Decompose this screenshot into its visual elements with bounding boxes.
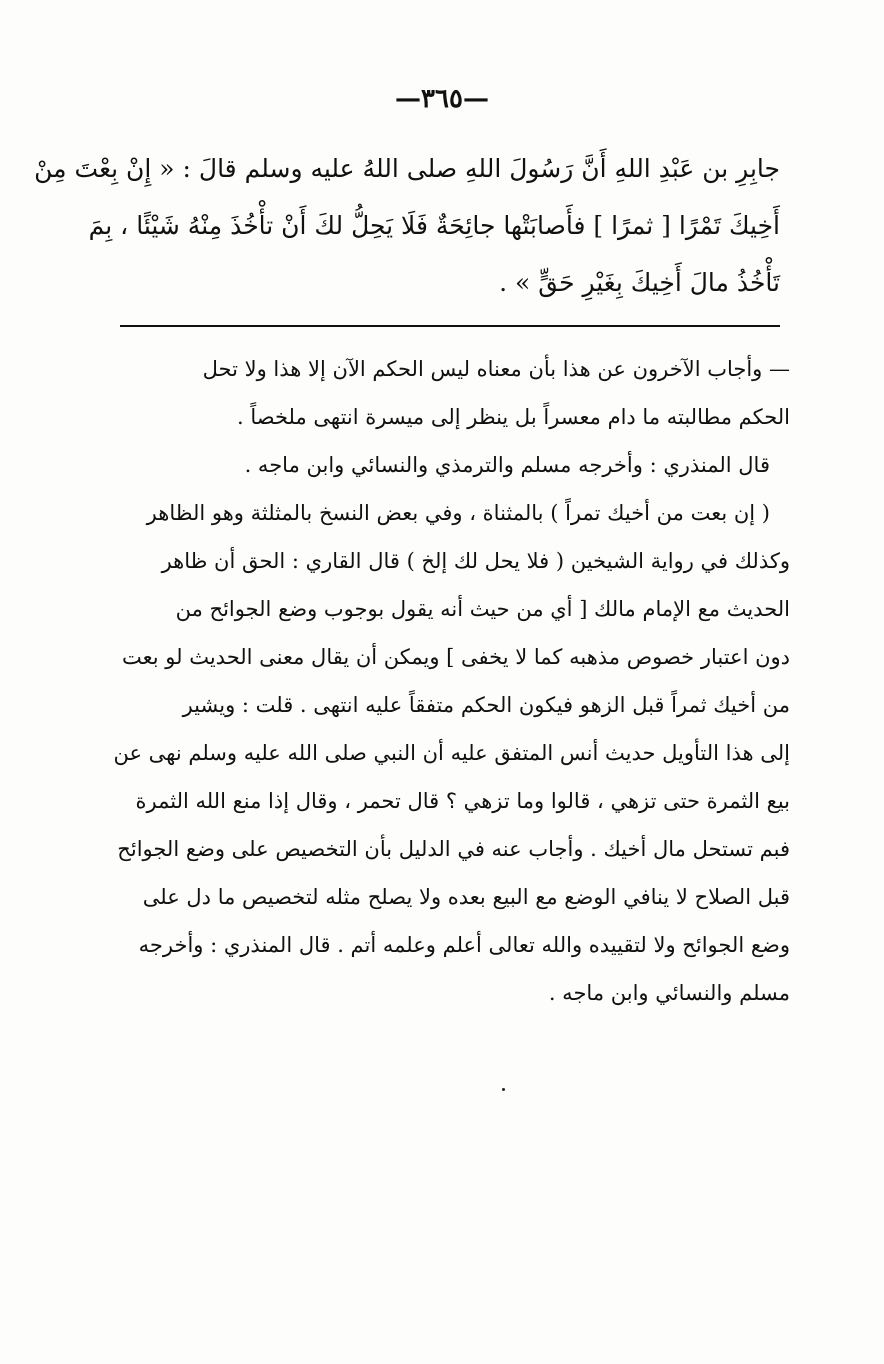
commentary-line: وضع الجوائح ولا لتقييده والله تعالى أعلم وعلمه أتم . قال المنذري : وأخرجه — [138, 933, 790, 957]
section-divider — [120, 325, 780, 327]
commentary-line: قبل الصلاح لا ينافي الوضع مع البيع بعده ولا يصلح مثله لتخصيص ما دل على — [142, 885, 790, 909]
commentary-line: مسلم والنسائي وابن ماجه . — [548, 981, 790, 1005]
commentary-line: ( إن بعت من أخيك تمراً ) بالمثناة ، وفي بعض النسخ بالمثلثة وهو الظاهر — [146, 501, 770, 525]
commentary-line: قال المنذري : وأخرجه مسلم والترمذي والنسائي وابن ماجه . — [244, 453, 770, 477]
commentary-line: من أخيك ثمراً قبل الزهو فيكون الحكم متفقاً عليه انتهى . قلت : ويشير — [182, 693, 790, 717]
commentary-line: وكذلك في رواية الشيخين ( فلا يحل لك إلخ ) قال القاري : الحق أن ظاهر — [161, 549, 790, 573]
commentary-text — [110, 345, 790, 1017]
hadith-line: جابِرِ بن عَبْدِ اللهِ أَنَّ رَسُولَ اللهِ صلى اللهُ عليه وسلم قالَ : « إِنْ بِعْتَ مِنْ — [34, 154, 780, 183]
commentary-line: الحديث مع الإمام مالك [ أي من حيث أنه يقول بوجوب وضع الجوائح من — [175, 597, 790, 621]
commentary-line: دون اعتبار خصوص مذهبه كما لا يخفى ] ويمكن أن يقال معنى الحديث لو بعت — [122, 645, 790, 669]
commentary-line: الحكم مطالبته ما دام معسراً بل ينظر إلى ميسرة انتهى ملخصاً . — [237, 405, 790, 429]
ink-dot — [502, 1088, 505, 1091]
hadith-line: تَأْخُذُ مالَ أَخِيكَ بِغَيْرِ حَقٍّ » . — [499, 268, 780, 297]
page-number: —٣٦٥— — [395, 84, 489, 114]
hadith-line: أَخِيكَ تَمْرًا [ ثمرًا ] فأَصابَتْها جائِحَةٌ فَلَا يَحِلُّ لكَ أَنْ تأْخُذَ مِنْهُ شَيْئًا ، بِمَ — [88, 211, 780, 240]
commentary-line: بيع الثمرة حتى تزهي ، قالوا وما تزهي ؟ قال تحمر ، وقال إذا منع الله الثمرة — [135, 789, 790, 813]
hadith-text — [34, 140, 780, 311]
commentary-line: فبم تستحل مال أخيك . وأجاب عنه في الدليل بأن التخصيص على وضع الجوائح — [117, 837, 790, 861]
commentary-line: إلى هذا التأويل حديث أنس المتفق عليه أن النبي صلى الله عليه وسلم نهى عن — [113, 741, 790, 765]
commentary-line: — وأجاب الآخرون عن هذا بأن معناه ليس الحكم الآن إلا هذا ولا تحل — [202, 357, 790, 381]
